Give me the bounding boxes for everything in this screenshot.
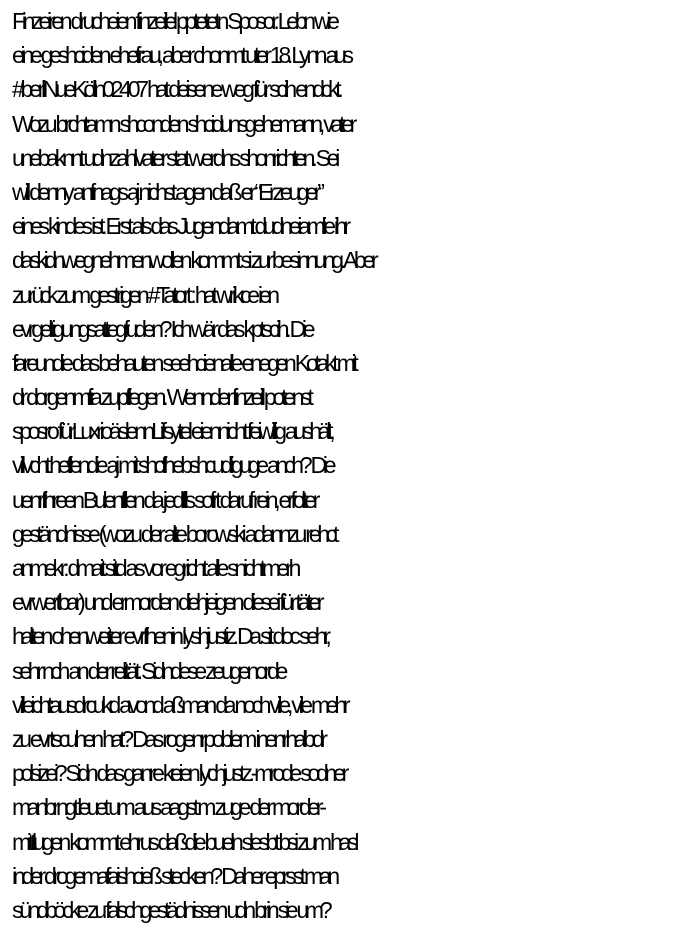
text-line: inder drogemafaishcieß stecken? Daher eprsst man (12, 862, 336, 889)
body-text (12, 4, 682, 927)
text-line: Finzeiren drucheien finzeilel pptetetn Sposor. Lebn wie (12, 8, 336, 34)
text-line: halten ohenweiter evrfhenin lyshjustiz. Da sit doc sehr, (12, 623, 328, 650)
text-line: daskidnwegnehmenwollen kommt si zur besinnung. Aber (12, 247, 375, 274)
text-line: mittlugen kommt ehrus daßdie bueln slesbt bsi zum hasl (12, 828, 356, 855)
text-line: sehr nch an der relität. Sidndese zeugenorde (12, 657, 285, 684)
text-line: eine geshciden ehefrau, aber chonmt uter 18. Lynn aus (12, 42, 350, 69)
text-line: manbrngt leuet um aus aagst m zuge der morder- (12, 794, 323, 821)
text-line: dr dorgenmfia zupflegen. Wennder finzeill potenst (12, 384, 310, 411)
text-line: sposro fürLuxrioäslennLifsytel eiennicht feiwillig aushält, (12, 418, 332, 445)
text-line: zu evrtscuhen hat? Das rogenrpoblem inenrhalbdr (12, 725, 324, 752)
text-line: anmekr: dmait sitd as vor egricht alle snichtmerh (12, 555, 298, 581)
text-line: evrgeltigungsattegfuden? Ich wär das kptscih. Die (12, 315, 312, 342)
text-line: polsizei? Sidn das ganre keien lychjustz.-mrode sodner (12, 760, 346, 787)
text-line: unebaknnt udnzahlvater stat werdns shonrichten. Sei (12, 144, 337, 171)
text-line: zurück zum gestrigen #Tatort : hat wrikce ien (12, 281, 276, 308)
text-line: fareundie das behauten seehcienalle enegen Kotakt mit (12, 349, 355, 376)
text-line: evrwertbar) und ermorden diehjeigen diesei für täter (12, 589, 321, 616)
text-line: geständnisse (wozu der alte borowski adannzu rehct (12, 520, 336, 547)
text-line: villeichtausdrcukd avond aßman da noch vile, vile mehr (12, 691, 347, 718)
text-line: #berliNueKölln02407 hat deisene weg für scih endckt. (12, 76, 340, 103)
text-line: eines kindes ist. Erst als das Jugendamt dudneiamlie ihr (12, 213, 347, 240)
text-line: Wozu brchtamn shconden shcidunsgehemann, vater (12, 110, 354, 137)
text-line: villvcht heflendie aj mit shcfhebshcudliguge anch? Die (12, 452, 333, 479)
text-line: will denny anfnags aj nichst agen daß er “Erzeuger” (12, 178, 321, 205)
text-line: uenrfhreen Bulenfllen da jedflls sofrt daruf rein, erfolter (12, 486, 317, 513)
text-line: sündböcke zu falschgestädnissen udn brin sie um? (12, 896, 329, 923)
